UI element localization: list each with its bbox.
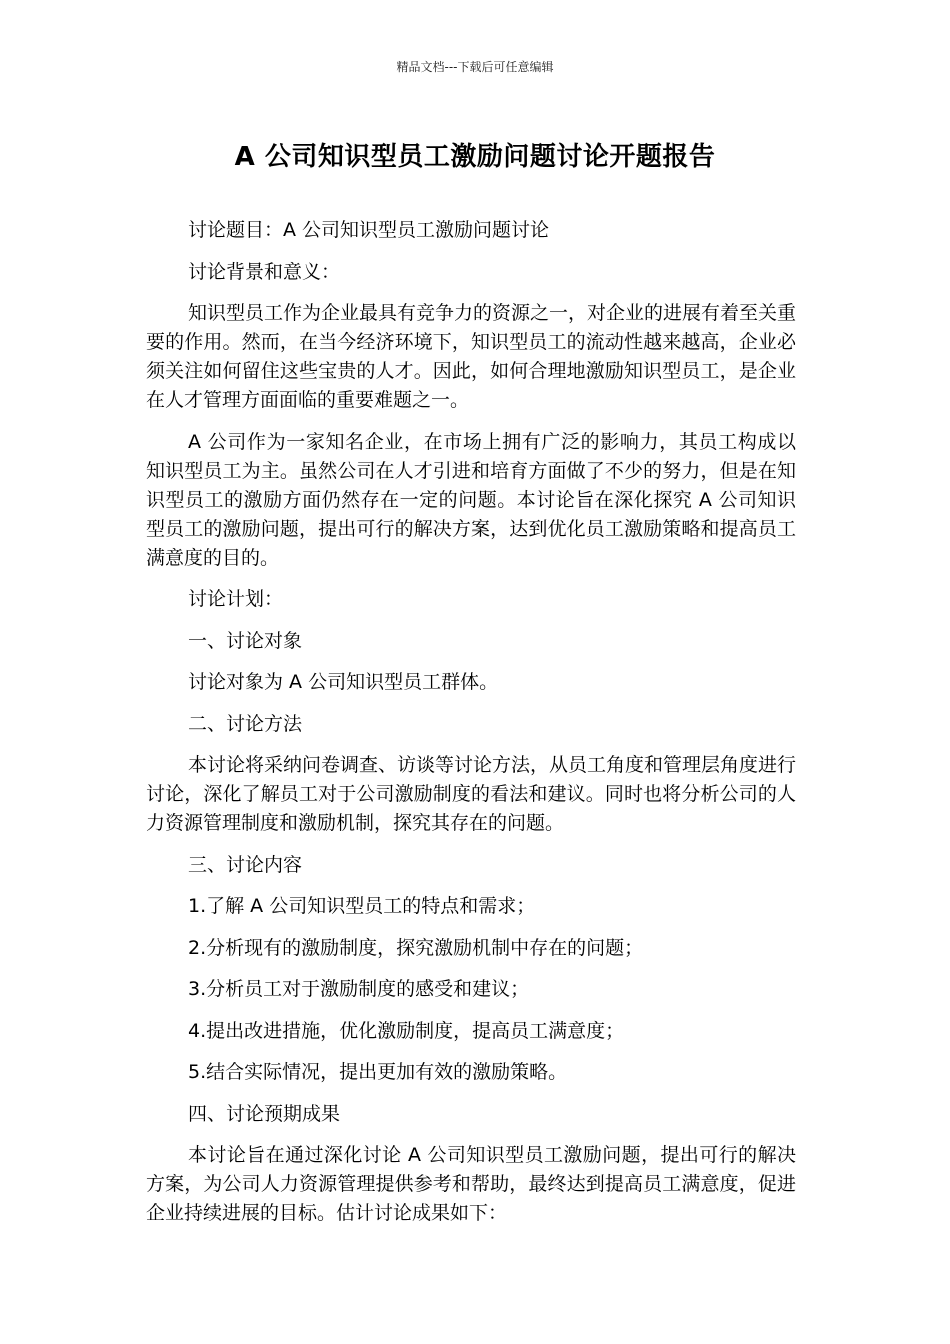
content-item: 2.分析现有的激励制度，探究激励机制中存在的问题；	[188, 936, 644, 959]
content-item: 4.提出改进措施，优化激励制度，提高员工满意度；	[188, 1019, 625, 1042]
topic-line: 讨论题目：A 公司知识型员工激励问题讨论	[188, 219, 550, 241]
object-text: 讨论对象为 A 公司知识型员工群体。	[188, 671, 499, 693]
results-heading: 四、讨论预期成果	[188, 1102, 341, 1125]
background-paragraph-1: 知识型员工作为企业最具有竞争力的资源之一，对企业的进展有着至关重要的作用。然而，在当今经济环境下，知识型员工的流动性越来越高，企业必须关注如何留住这些宝贵的人才。因此，如何合理地激励知识型员工，是企业在人才管理方面面临的重要难题之一。	[146, 302, 797, 411]
content-item: 1.了解 A 公司知识型员工的特点和需求；	[188, 895, 536, 917]
document-body	[146, 216, 796, 1241]
method-heading: 二、讨论方法	[188, 712, 303, 735]
object-heading: 一、讨论对象	[188, 629, 303, 652]
background-heading: 讨论背景和意义：	[188, 260, 341, 283]
header-note: 精品文档---下载后可任意编辑	[396, 60, 554, 74]
plan-heading: 讨论计划：	[188, 588, 284, 610]
content-heading: 三、讨论内容	[188, 853, 303, 876]
page-title: A 公司知识型员工激励问题讨论开题报告	[234, 142, 716, 172]
results-paragraph: 本讨论旨在通过深化讨论 A 公司知识型员工激励问题，提出可行的解决方案，为公司人力资源管理提供参考和帮助，最终达到提高员工满意度，促进企业持续进展的目标。估计讨论成果如下：	[146, 1144, 796, 1224]
background-paragraph-2: A 公司作为一家知名企业，在市场上拥有广泛的影响力，其员工构成以知识型员工为主。虽然公司在人才引进和培育方面做了不少的努力，但是在知识型员工的激励方面仍然存在一定的问题。本讨论旨在深化探究 A 公司知识型员工的激励问题，提出可行的解决方案，达到优化员工激励策略和提高员工满意度的目的。	[146, 430, 796, 569]
method-paragraph: 本讨论将采纳问卷调查、访谈等讨论方法，从员工角度和管理层角度进行讨论，深化了解员工对于公司激励制度的看法和建议。同时也将分析公司的人力资源管理制度和激励机制，探究其存在的问题。	[146, 754, 797, 834]
content-item: 5.结合实际情况，提出更加有效的激励策略。	[188, 1061, 568, 1083]
content-item: 3.分析员工对于激励制度的感受和建议；	[188, 978, 530, 1000]
